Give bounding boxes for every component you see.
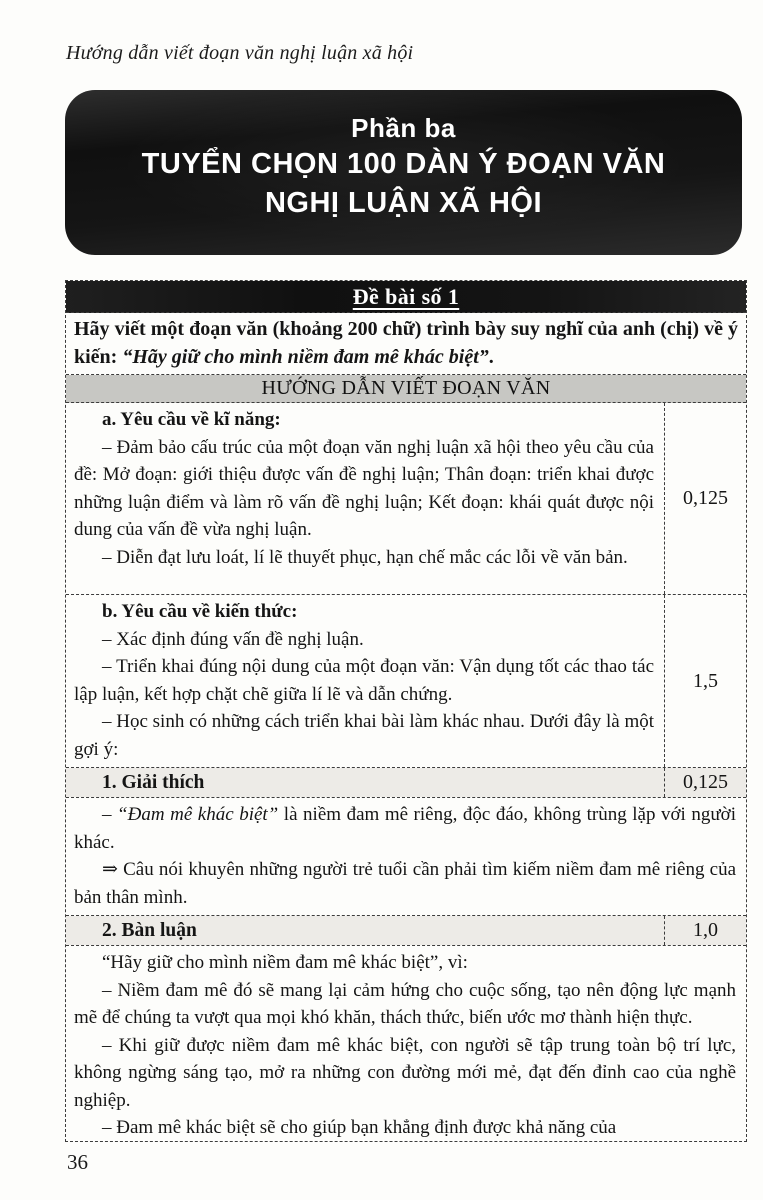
requirement-row-skills <box>66 403 746 595</box>
prompt-quote: “Hãy giữ cho mình niềm đam mê khác biệt” <box>122 346 489 368</box>
part-banner <box>65 90 742 255</box>
explanation-paragraph <box>74 801 736 856</box>
explanation-heading: 1. Giải thích <box>102 771 205 793</box>
skills-paragraph: – Đảm bảo cấu trúc của một đoạn văn nghị luận xã hội theo yêu cầu của đề: Mở đoạn: giới thiệu được vấn đề nghị luận; Thân đoạn: triển khai được những luận điểm và làm rõ vấn đề nghị luận; Kết đoạn: khái quát được nội dung của vấn đề vừa nghị luận. <box>74 436 654 540</box>
exercise-title: Đề bài số 1 <box>352 283 460 309</box>
explanation-score-cell: 0,125 <box>664 768 746 797</box>
skills-content <box>66 403 664 594</box>
exercise-title-bar <box>66 281 746 313</box>
knowledge-paragraph: – Học sinh có những cách triển khai bài làm khác nhau. Dưới đây là một gợi ý: <box>74 711 654 760</box>
skills-paragraph: – Diễn đạt lưu loát, lí lẽ thuyết phục, hạn chế mắc các lỗi về văn bản. <box>102 546 628 568</box>
banner-title-line-1: TUYỂN CHỌN 100 DÀN Ý ĐOẠN VĂN <box>141 148 666 180</box>
section-row-discussion <box>66 916 746 946</box>
discussion-content <box>66 946 746 1142</box>
explanation-heading-cell <box>66 768 664 797</box>
explanation-content <box>66 798 746 916</box>
discussion-heading: 2. Bàn luận <box>102 919 197 941</box>
banner-title-line-2: NGHỊ LUẬN XÃ HỘI <box>264 187 543 219</box>
knowledge-score-cell: 1,5 <box>664 595 746 767</box>
guide-header-title: HƯỚNG DẪN VIẾT ĐOẠN VĂN <box>261 377 551 399</box>
discussion-heading-cell <box>66 916 664 945</box>
quoted-phrase: “Đam mê khác biệt” <box>117 804 279 825</box>
exercise-rubric-table <box>65 280 747 1142</box>
prompt-text: Hãy viết một đoạn văn (khoảng 200 chữ) trình bày suy nghĩ của anh (chị) về ý kiến: <box>74 318 738 368</box>
requirement-row-knowledge <box>66 595 746 768</box>
running-header: Hướng dẫn viết đoạn văn nghị luận xã hội <box>66 42 414 64</box>
section-row-explanation <box>66 768 746 798</box>
discussion-paragraph: – Niềm đam mê đó sẽ mang lại cảm hứng cho cuộc sống, tạo nên động lực mạnh mẽ để chúng ta vượt qua mọi khó khăn, thách thức, biến ước mơ thành hiện thực. <box>74 979 736 1028</box>
explanation-conclusion: ⇒ Câu nói khuyên những người trẻ tuổi cần phải tìm kiếm niềm đam mê riêng của bản thân mình. <box>74 859 736 908</box>
skills-score-cell: 0,125 <box>664 403 746 594</box>
prompt-suffix: . <box>488 346 494 368</box>
knowledge-heading: b. Yêu cầu về kiến thức: <box>102 601 298 622</box>
banner-part-label: Phần ba <box>351 113 456 143</box>
discussion-paragraph: – Khi giữ được niềm đam mê khác biệt, con người sẽ tập trung toàn bộ trí lực, không ngừng sáng tạo, mở ra những con đường mới mẻ, đạt đến đỉnh cao của nghề nghiệp. <box>74 1034 736 1111</box>
dash-prefix: – <box>102 804 118 825</box>
discussion-paragraph: “Hãy giữ cho mình niềm đam mê khác biệt”, vì: <box>102 952 468 973</box>
phrase-definition: là niềm đam mê riêng, độc đáo, không trùng lặp với người khác. <box>74 804 736 853</box>
guide-header-bar <box>66 375 746 403</box>
knowledge-paragraph: – Xác định đúng vấn đề nghị luận. <box>102 628 364 650</box>
discussion-score-cell: 1,0 <box>664 916 746 945</box>
discussion-paragraph: – Đam mê khác biệt sẽ cho giúp bạn khẳng định được khả năng của <box>102 1117 617 1138</box>
skills-heading: a. Yêu cầu về kĩ năng: <box>102 409 281 430</box>
exercise-prompt <box>66 313 746 375</box>
knowledge-content <box>66 595 664 767</box>
knowledge-paragraph: – Triển khai đúng nội dung của một đoạn văn: Vận dụng tốt các thao tác lập luận, kết hợp chặt chẽ giữa lí lẽ và dẫn chứng. <box>74 656 654 705</box>
page-number: 36 <box>67 1150 88 1174</box>
